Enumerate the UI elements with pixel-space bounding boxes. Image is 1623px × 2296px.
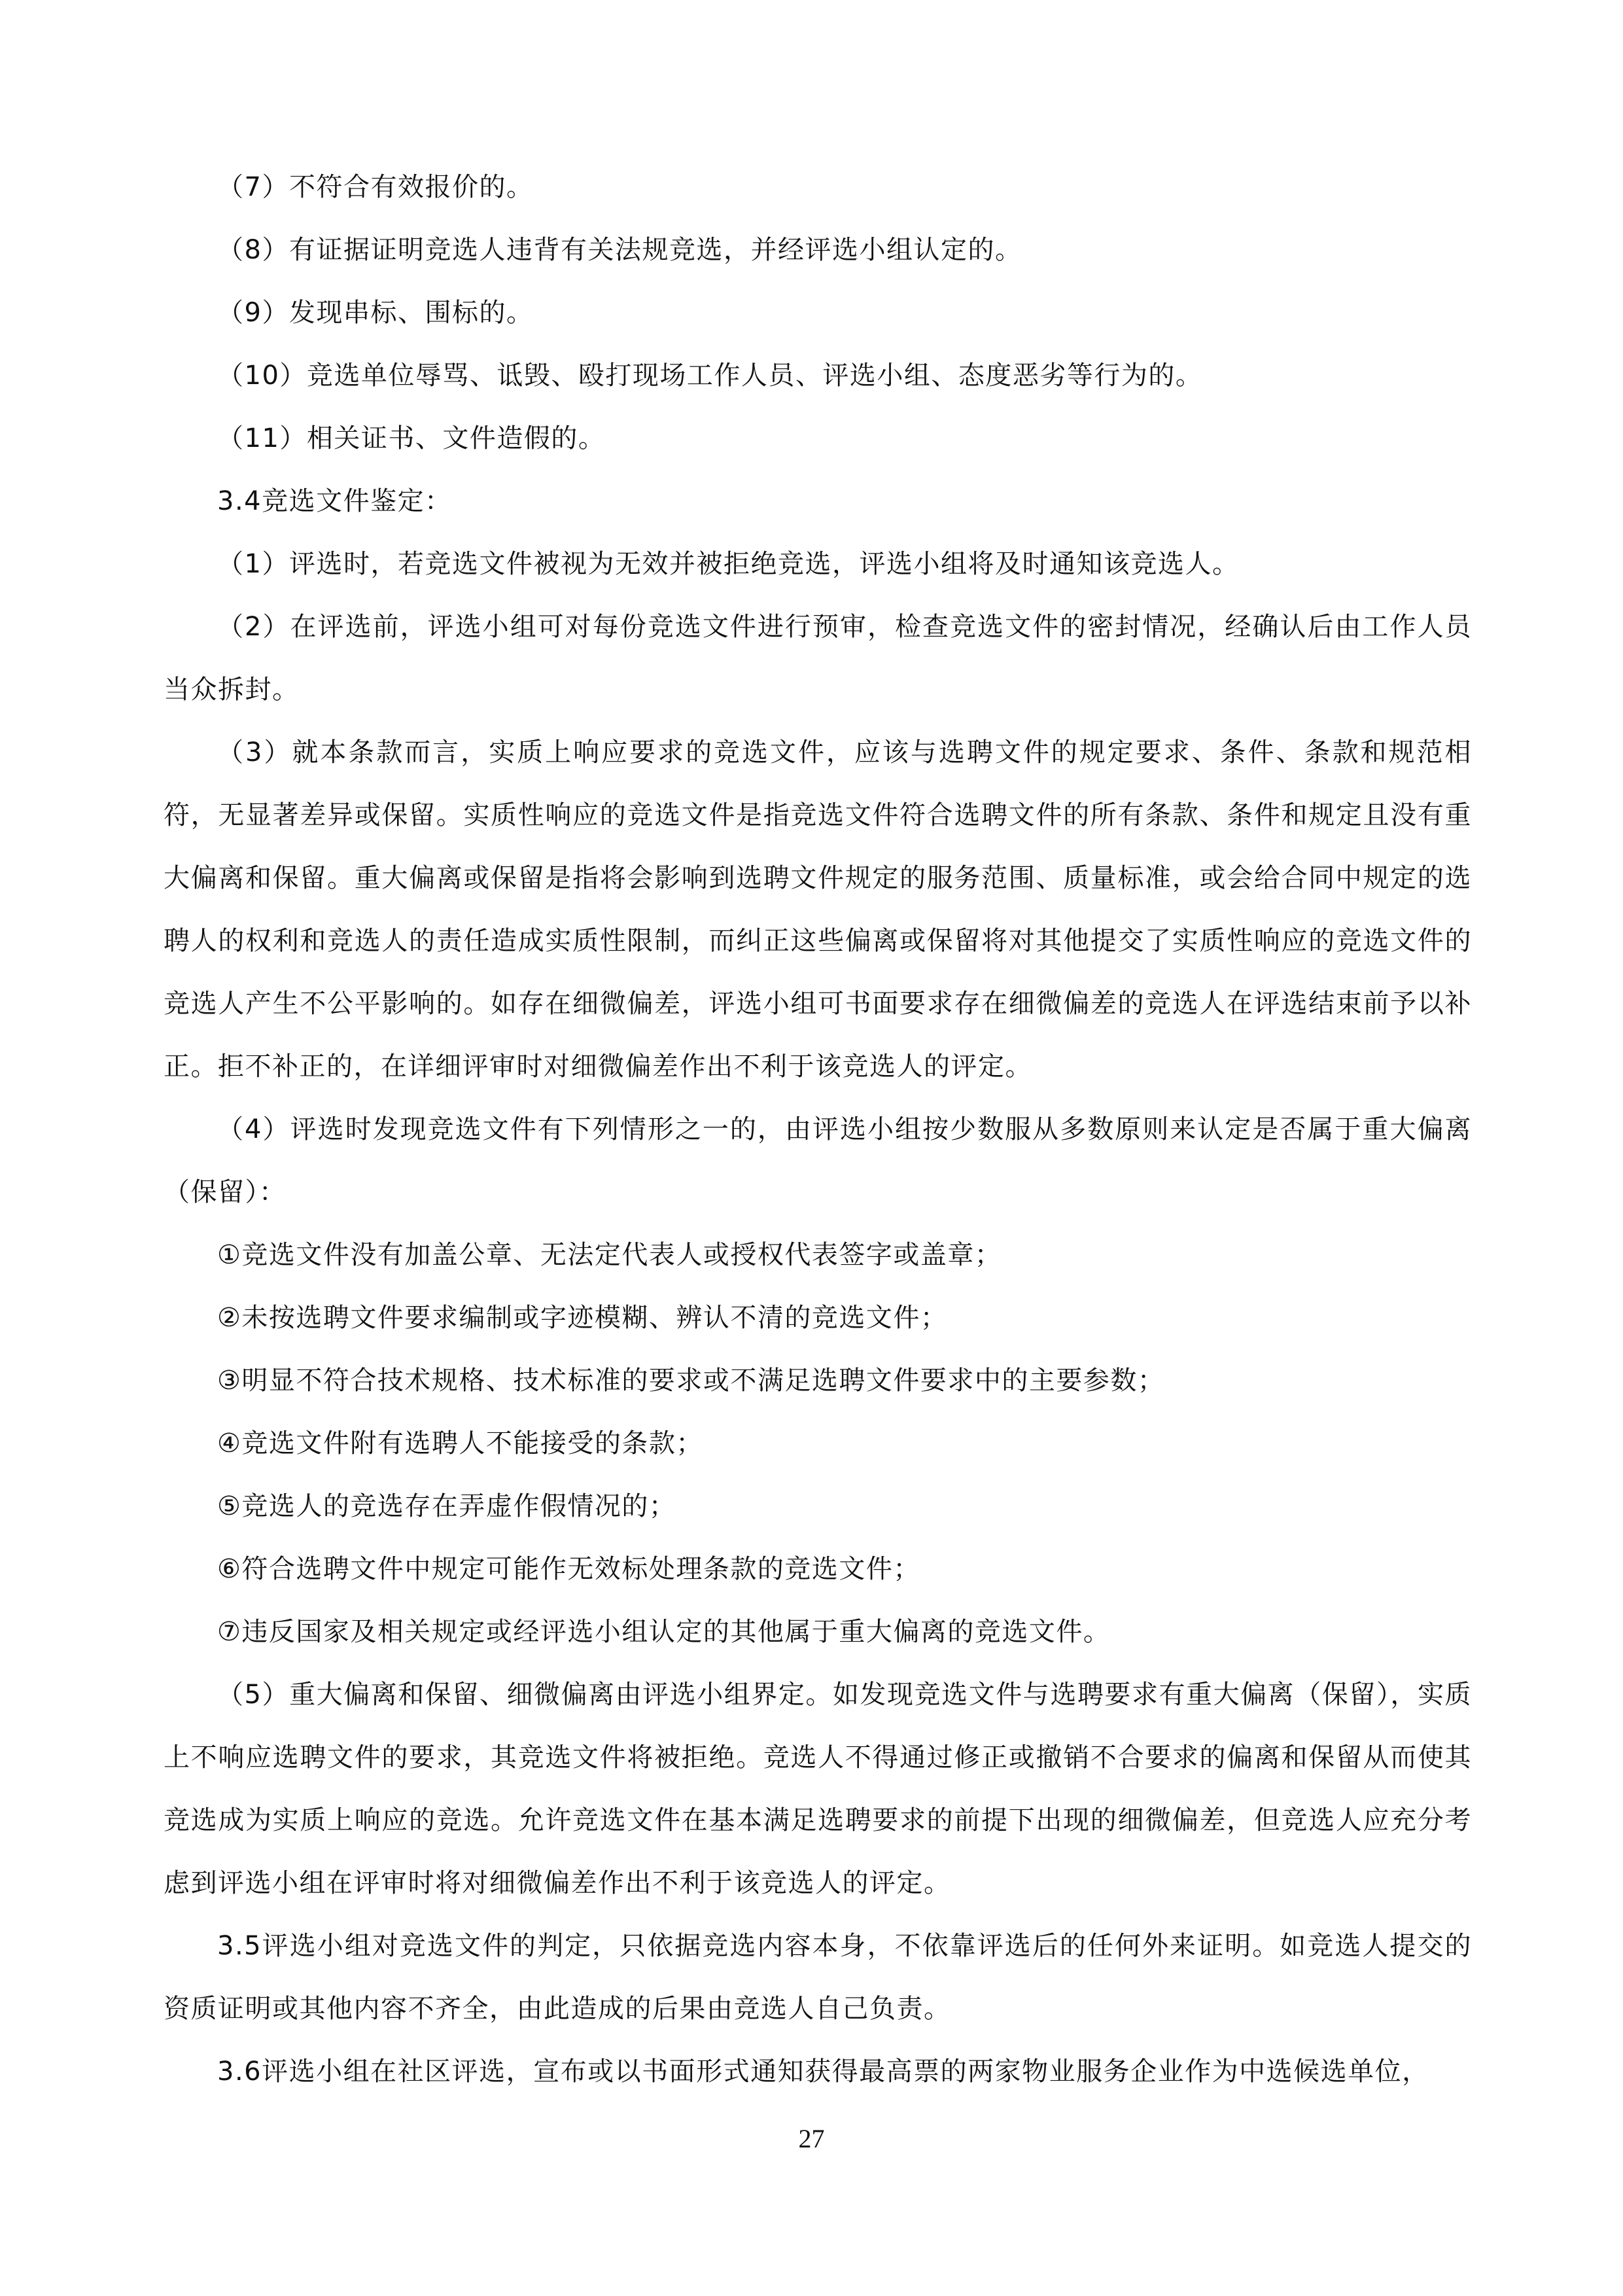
clause-8: （8）有证据证明竞选人违背有关法规竞选，并经评选小组认定的。: [217, 235, 1022, 265]
clause-10: （10）竞选单位辱骂、诋毁、殴打现场工作人员、评选小组、态度恶劣等行为的。: [217, 361, 1203, 391]
page-number: 27: [798, 2124, 825, 2153]
list-item-5: ⑤竞选人的竞选存在弄虚作假情况的；: [217, 1491, 676, 1521]
clause-3-4-2: （2）在评选前，评选小组可对每份竞选文件进行预审，检查竞选文件的密封情况，经确认后由工作人员当众拆封。: [164, 612, 1472, 705]
clause-3-4-1: （1）评选时，若竞选文件被视为无效并被拒绝竞选，评选小组将及时通知该竞选人。: [217, 549, 1240, 579]
document-body: [164, 156, 1472, 2103]
list-item-1: ①竞选文件没有加盖公章、无法定代表人或授权代表签字或盖章；: [217, 1240, 1002, 1270]
section-heading-3-4: 3.4竞选文件鉴定：: [217, 486, 452, 516]
clause-3-4-5: （5）重大偏离和保留、细微偏离由评选小组界定。如发现竞选文件与选聘要求有重大偏离（保留），实质上不响应选聘文件的要求，其竞选文件将被拒绝。竞选人不得通过修正或撤销不合要求的偏离和保留从而使其竞选成为实质上响应的竞选。允许竞选文件在基本满足选聘要求的前提下出现的细微偏差，但竞选人应充分考虑到评选小组在评审时将对细微偏差作出不利于该竞选人的评定。: [164, 1680, 1472, 1898]
list-item-7: ⑦违反国家及相关规定或经评选小组认定的其他属于重大偏离的竞选文件。: [217, 1617, 1111, 1647]
list-item-3: ③明显不符合技术规格、技术标准的要求或不满足选聘文件要求中的主要参数；: [217, 1366, 1165, 1396]
list-item-4: ④竞选文件附有选聘人不能接受的条款；: [217, 1428, 703, 1458]
clause-3-4-4: （4）评选时发现竞选文件有下列情形之一的，由评选小组按少数服从多数原则来认定是否属于重大偏离（保留）：: [164, 1114, 1472, 1207]
clause-3-4-3: （3）就本条款而言，实质上响应要求的竞选文件，应该与选聘文件的规定要求、条件、条款和规范相符，无显著差异或保留。实质性响应的竞选文件是指竞选文件符合选聘文件的所有条款、条件和规定且没有重大偏离和保留。重大偏离或保留是指将会影响到选聘文件规定的服务范围、质量标准，或会给合同中规定的选聘人的权利和竞选人的责任造成实质性限制，而纠正这些偏离或保留将对其他提交了实质性响应的竞选文件的竞选人产生不公平影响的。如存在细微偏差，评选小组可书面要求存在细微偏差的竞选人在评选结束前予以补正。拒不补正的，在详细评审时对细微偏差作出不利于该竞选人的评定。: [164, 737, 1472, 1082]
clause-7: （7）不符合有效报价的。: [217, 172, 534, 202]
section-3-6: 3.6评选小组在社区评选，宣布或以书面形式通知获得最高票的两家物业服务企业作为中选候选单位，: [217, 2057, 1429, 2087]
clause-11: （11）相关证书、文件造假的。: [217, 423, 606, 453]
list-item-2: ②未按选聘文件要求编制或字迹模糊、辨认不清的竞选文件；: [217, 1303, 948, 1333]
clause-9: （9）发现串标、围标的。: [217, 298, 534, 328]
list-item-6: ⑥符合选聘文件中规定可能作无效标处理条款的竞选文件；: [217, 1554, 920, 1584]
section-3-5: 3.5评选小组对竞选文件的判定，只依据竞选内容本身，不依靠评选后的任何外来证明。如竞选人提交的资质证明或其他内容不齐全，由此造成的后果由竞选人自己负责。: [164, 1931, 1472, 2024]
